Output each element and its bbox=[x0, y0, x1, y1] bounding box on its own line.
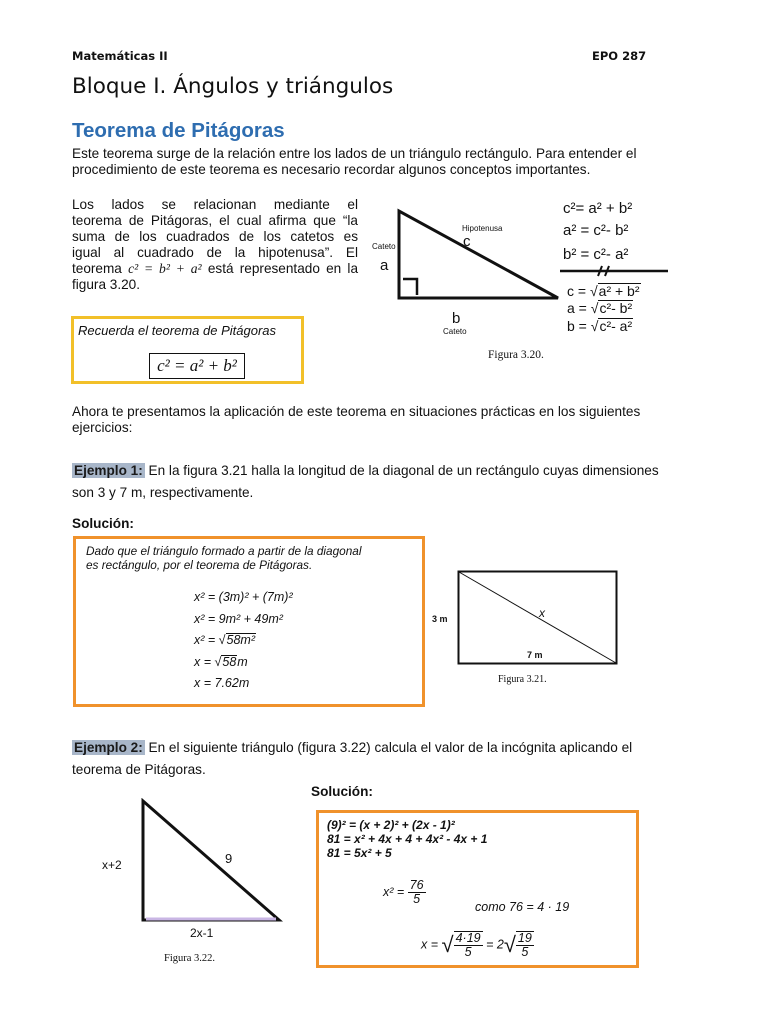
example-2-line: Ejemplo 2: En el siguiente triángulo (figura 3.22) calcula el valor de la incógnita aplicando el bbox=[74, 740, 633, 755]
header-subject: Matemáticas II bbox=[72, 49, 168, 63]
example-2-step-3: 81 = 5x² + 5 bbox=[327, 846, 392, 860]
explain-line: suma de los cuadrados de los catetos es bbox=[72, 229, 358, 244]
example-2-step-2: 81 = x² + 4x + 4 + 4x² - 4x + 1 bbox=[327, 832, 488, 846]
example-2-solution-box bbox=[316, 810, 639, 968]
explain-line: figura 3.20. bbox=[72, 277, 141, 292]
explanation-paragraph bbox=[72, 197, 358, 293]
example-2-step-1: (9)² = (x + 2)² + (2x - 1)² bbox=[327, 818, 455, 832]
example-1-tag: Ejemplo 1: bbox=[74, 463, 143, 478]
example-2-solution-label: Solución: bbox=[311, 784, 373, 799]
intro-line: procedimiento de este teorema es necesario recordar algunos conceptos importantes. bbox=[72, 162, 591, 177]
formula-divider bbox=[560, 264, 670, 278]
header-school: EPO 287 bbox=[592, 49, 647, 63]
section-title: Teorema de Pitágoras bbox=[72, 119, 285, 142]
formula-a2: a² = c²- b² bbox=[563, 222, 629, 239]
reminder-box bbox=[71, 316, 304, 384]
example-1-eq-3: x² = √58m² bbox=[194, 633, 256, 647]
inline-formula: c² = b² + a² bbox=[128, 261, 202, 276]
example-2-eq-x: x = √ $\frac{4\cdot 19}{5}$ = 2√ $\frac{19}{5}$ bbox=[421, 931, 532, 960]
example-2-line: teorema de Pitágoras. bbox=[72, 762, 206, 777]
example-1-solution-box bbox=[73, 536, 425, 707]
example-2-eq-x2: x² = $\frac{76}{5}$ bbox=[383, 878, 424, 907]
example-2-statement bbox=[72, 737, 712, 781]
hipotenusa-label: Hipotenusa bbox=[462, 224, 503, 233]
application-paragraph bbox=[72, 404, 692, 436]
intro-line: Este teorema surge de la relación entre los lados de un triángulo rectángulo. Para entender el bbox=[72, 146, 637, 161]
figure-3-22-hyp-label: 9 bbox=[225, 851, 233, 866]
explain-line: igual al cuadrado de la hipotenusa”. El bbox=[72, 245, 358, 260]
example-2-tag: Ejemplo 2: bbox=[74, 740, 143, 755]
figure-3-22-caption: Figura 3.22. bbox=[164, 953, 216, 964]
example-1-box-text: Dado que el triángulo formado a partir de la diagonal es rectángulo, por el teorema de Pitágoras. bbox=[86, 544, 362, 572]
example-1-statement bbox=[72, 460, 712, 504]
example-1-solution-label: Solución: bbox=[72, 516, 134, 531]
formula-b-root: b = √c²- a² bbox=[567, 318, 633, 334]
block-title: Bloque I. Ángulos y triángulos bbox=[72, 74, 394, 99]
apply-line: Ahora te presentamos la aplicación de este teorema en situaciones prácticas en los siguientes bbox=[72, 404, 641, 419]
figure-3-21-bottom-label: 7 m bbox=[527, 650, 543, 660]
formula-b2: b² = c²- a² bbox=[563, 246, 629, 263]
explain-line: Los lados se relacionan mediante el bbox=[72, 197, 358, 212]
figure-3-22-bottom-label: 2x-1 bbox=[190, 926, 214, 940]
cateto-bottom-label: Cateto bbox=[443, 327, 467, 336]
example-1-eq-4: x = √58m bbox=[194, 655, 248, 669]
figure-3-22-left-label: x+2 bbox=[102, 858, 122, 872]
intro-paragraph bbox=[72, 146, 692, 178]
reminder-formula: c² = a² + b² bbox=[157, 356, 237, 375]
formula-c-root: c = √a² + b² bbox=[567, 283, 640, 299]
example-1-eq-2: x² = 9m² + 49m² bbox=[194, 612, 283, 626]
explain-line: teorema c² = b² + a² está representado en la bbox=[72, 261, 359, 276]
example-1-eq-1: x² = (3m)² + (7m)² bbox=[194, 590, 293, 604]
figure-3-20-caption: Figura 3.20. bbox=[488, 349, 544, 361]
formula-a-root: a = √c²- b² bbox=[567, 300, 633, 316]
cateto-left-label: Cateto bbox=[372, 242, 396, 251]
example-2-steps bbox=[327, 818, 487, 860]
explain-line: teorema de Pitágoras, el cual afirma que “la bbox=[72, 213, 358, 228]
figure-3-21-diagonal-label: x bbox=[539, 606, 545, 620]
figure-3-22-triangle bbox=[138, 798, 284, 924]
side-a-label: a bbox=[380, 257, 389, 274]
example-1-line: son 3 y 7 m, respectivamente. bbox=[72, 485, 254, 500]
side-c-label: c bbox=[463, 233, 471, 250]
figure-3-21-side-label: 3 m bbox=[432, 614, 448, 624]
example-2-note: como 76 = 4 · 19 bbox=[475, 900, 570, 914]
example-1-line: Ejemplo 1: En la figura 3.21 halla la longitud de la diagonal de un rectángulo cuyas dimensiones bbox=[74, 463, 659, 478]
side-b-label: b bbox=[452, 310, 461, 327]
apply-line: ejercicios: bbox=[72, 420, 133, 435]
reminder-title: Recuerda el teorema de Pitágoras bbox=[78, 323, 277, 338]
formula-c2: c²= a² + b² bbox=[563, 200, 633, 217]
reminder-formula-frame bbox=[149, 353, 245, 379]
figure-3-21-caption: Figura 3.21. bbox=[498, 674, 547, 685]
example-1-eq-5: x = 7.62m bbox=[194, 676, 250, 690]
